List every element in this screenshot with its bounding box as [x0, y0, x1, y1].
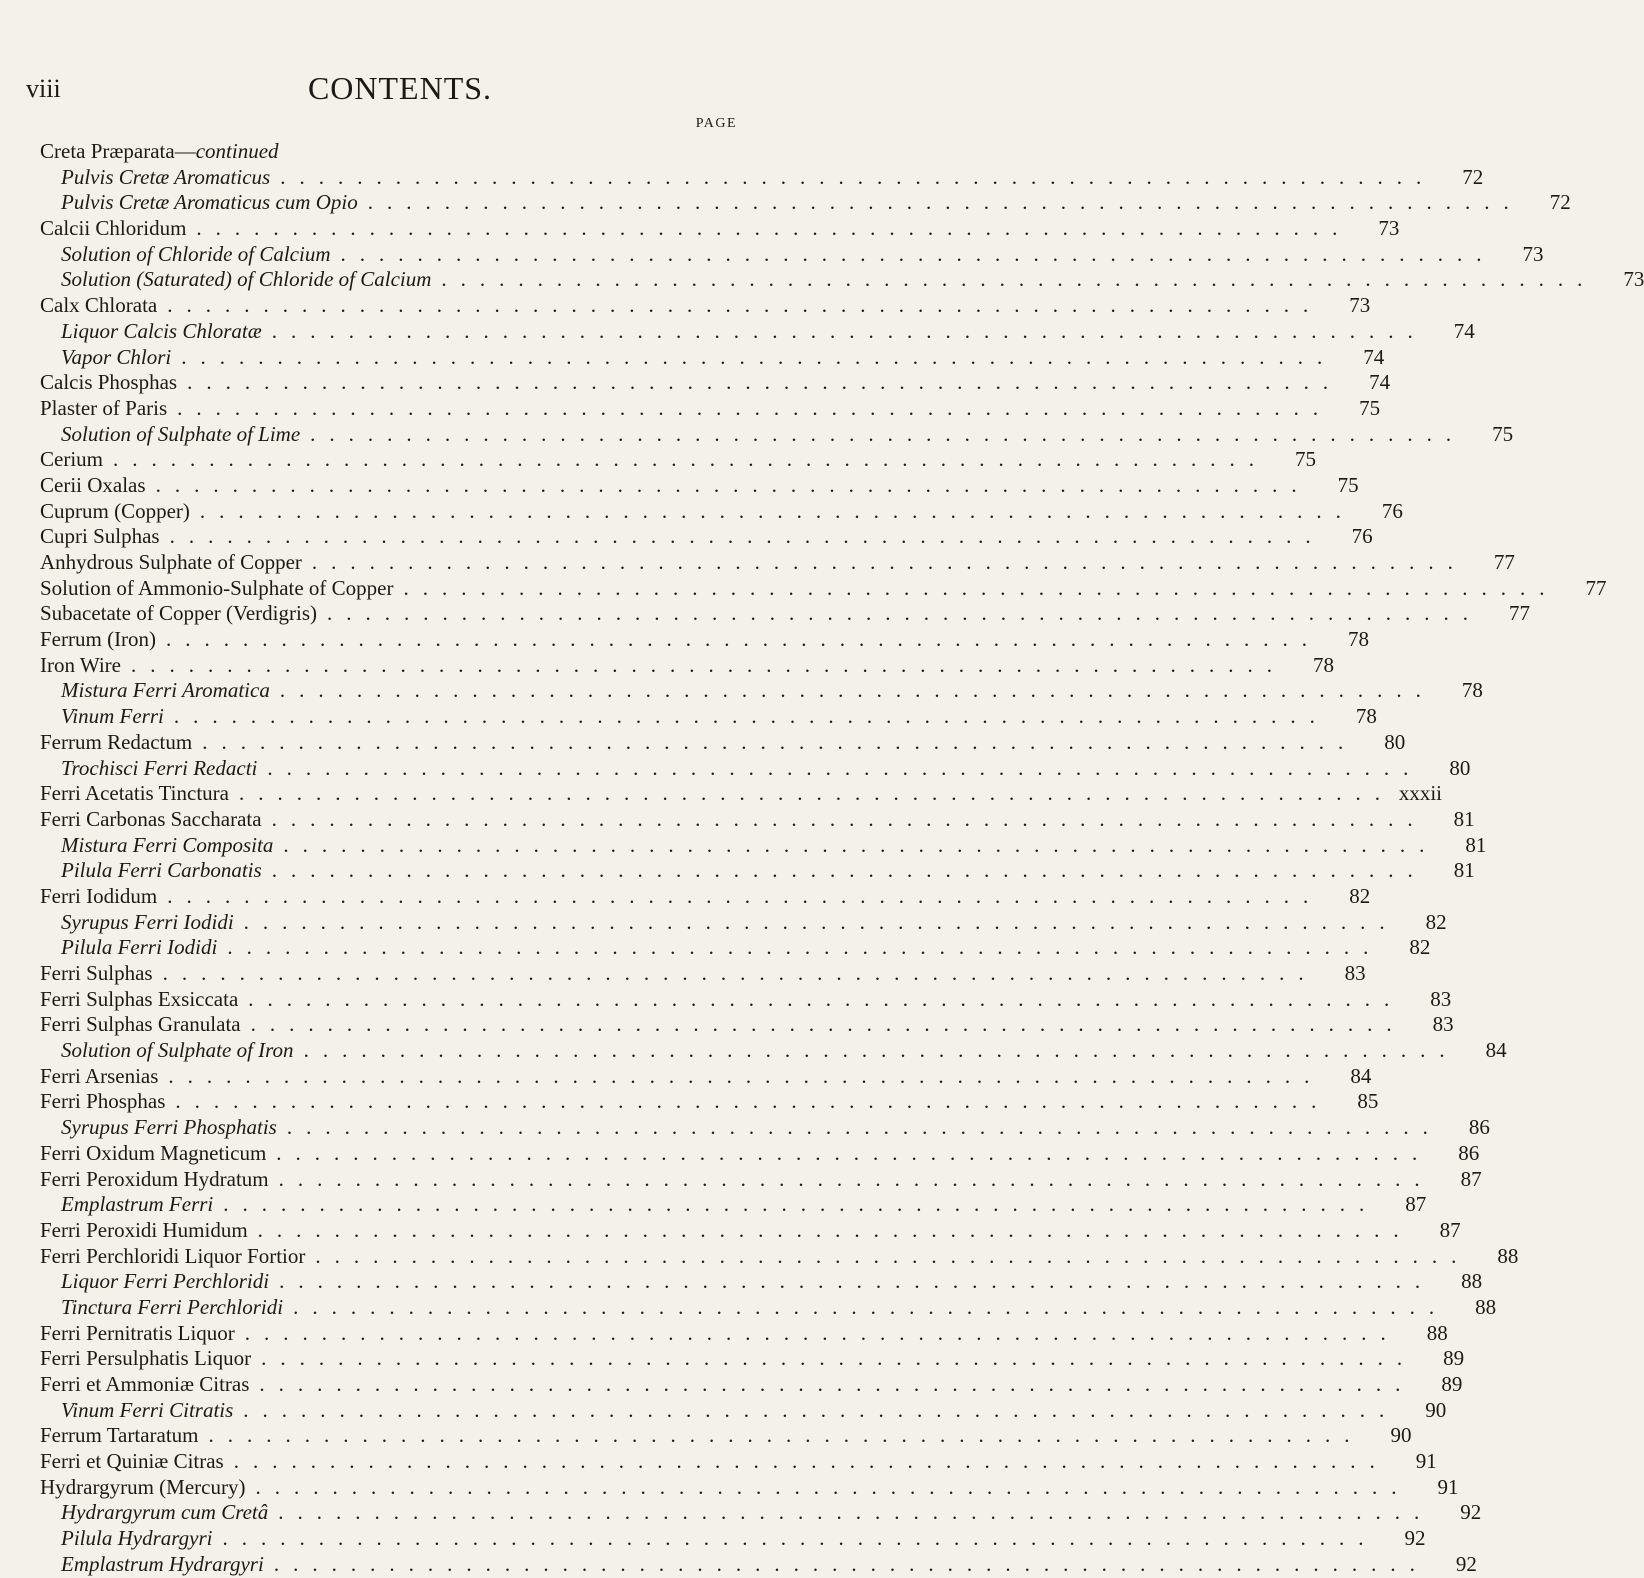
entry-title: Ferri Sulphas — [40, 961, 153, 985]
toc-entry — [40, 729, 1406, 756]
entry-title: Pilula Hydrargyri — [61, 1526, 213, 1551]
toc-entry — [40, 1346, 1465, 1372]
leader-dots: ............................................................ — [276, 1140, 1432, 1165]
toc-entry — [40, 216, 1400, 242]
entry-title: Emplastrum Ferri — [61, 1192, 214, 1217]
running-head: CONTENTS. — [307, 70, 493, 106]
entry-title: Calx Chlorata — [40, 293, 158, 318]
leader-dots: ............................................................ — [181, 344, 1337, 369]
toc-entry — [40, 961, 1366, 987]
entry-page-number: 75 — [1337, 472, 1359, 497]
entry-title: Ferri Perchloridi Liquor Fortior — [40, 1243, 306, 1268]
entry-page-number: 77 — [1509, 601, 1530, 626]
entry-page-number: 78 — [1461, 678, 1483, 703]
entry-title: Solution (Saturated) of Chloride of Calcium — [61, 267, 432, 292]
page-folio: viii — [26, 74, 61, 103]
toc-entry — [40, 318, 1475, 345]
leader-dots: ............................................................ — [259, 1372, 1415, 1396]
entry-title: Ferri Oxidum Magneticum — [40, 1140, 267, 1165]
entry-page-number: 88 — [1497, 1243, 1519, 1268]
entry-title: Ferri et Quiniæ Citras — [40, 1449, 224, 1474]
entry-page-number: 84 — [1485, 1038, 1507, 1063]
toc-entry — [40, 601, 1530, 627]
toc-entry — [40, 550, 1515, 576]
leader-dots: ............................................................ — [310, 421, 1466, 446]
toc-entry — [40, 1526, 1426, 1552]
leader-dots: ............................................................ — [257, 1217, 1413, 1242]
toc-entry — [40, 1012, 1454, 1038]
leader-dots: ............................................................ — [327, 601, 1482, 626]
toc-entry — [40, 344, 1385, 371]
toc-entry — [40, 858, 1475, 884]
entry-title: Anhydrous Sulphate of Copper — [40, 550, 302, 574]
entry-page-number: 75 — [1295, 447, 1316, 472]
entry-title: Cerii Oxalas — [40, 472, 146, 497]
leader-dots: ............................................................ — [199, 498, 1355, 523]
entry-title: Mistura Ferri Composita — [61, 832, 274, 857]
leader-dots: ............................................................ — [367, 190, 1523, 215]
leader-dots: ............................................................ — [202, 729, 1358, 754]
entry-title: Ferrum (Iron) — [40, 627, 157, 652]
leader-dots: ............................................................ — [167, 293, 1323, 318]
toc-entry — [40, 524, 1373, 550]
page-column-label: PAGE — [695, 116, 737, 131]
leader-dots: ............................................................ — [243, 1397, 1399, 1422]
leader-dots: ............................................................ — [293, 1294, 1449, 1319]
toc-entry — [40, 370, 1391, 396]
entry-page-number: 85 — [1357, 1089, 1379, 1114]
leader-dots: ............................................................ — [279, 1269, 1435, 1294]
entry-page-number: 73 — [1378, 216, 1400, 241]
toc-entry — [40, 1423, 1412, 1449]
toc-entry — [40, 1320, 1448, 1347]
entry-page-number: 90 — [1425, 1397, 1447, 1422]
entry-title: Cuprum (Copper) — [40, 498, 190, 523]
leader-dots: ............................................................ — [278, 1166, 1434, 1191]
leader-dots: ............................................................ — [340, 241, 1496, 266]
leader-dots: ............................................................ — [271, 318, 1427, 343]
entry-title: Calcis Phosphas — [40, 370, 178, 395]
leader-dots: ............................................................ — [155, 472, 1311, 497]
toc-entry — [40, 627, 1370, 653]
leader-dots: ............................................................ — [223, 1192, 1379, 1217]
entry-title: Ferri Peroxidi Humidum — [40, 1217, 248, 1242]
entry-page-number: 77 — [1585, 575, 1607, 600]
toc-entry — [40, 164, 1484, 191]
toc-entry — [40, 1397, 1447, 1424]
toc-entry — [40, 704, 1377, 730]
entry-page-number: 73 — [1623, 267, 1644, 292]
section-heading-main: Creta Præparata— — [40, 139, 196, 163]
leader-dots: ............................................................ — [283, 832, 1439, 857]
leader-dots: ............................................................ — [303, 1038, 1459, 1063]
leader-dots: ............................................................ — [173, 704, 1329, 729]
toc-entry — [40, 1140, 1480, 1167]
toc-entry — [40, 1294, 1497, 1321]
toc-entry — [40, 1166, 1482, 1193]
toc-entry — [40, 421, 1514, 448]
entry-page-number: 72 — [1549, 190, 1571, 215]
entry-title: Solution of Ammonio-Sulphate of Copper — [40, 575, 394, 600]
entry-title: Pulvis Cretæ Aromaticus — [61, 164, 271, 189]
leader-dots: ............................................................ — [196, 216, 1352, 241]
entry-title: Hydrargyrum (Mercury) — [40, 1474, 246, 1499]
leader-dots: ............................................................ — [278, 1500, 1434, 1525]
entry-page-number: 88 — [1426, 1320, 1448, 1345]
leader-dots: ............................................................ — [271, 806, 1427, 831]
entry-page-number: 74 — [1369, 370, 1391, 395]
entry-title: Calcii Chloridum — [40, 216, 187, 241]
toc-entry — [40, 883, 1371, 910]
entry-title: Liquor Ferri Perchloridi — [61, 1269, 270, 1294]
leader-dots: ............................................................ — [248, 986, 1404, 1011]
toc-entry — [40, 1551, 1477, 1578]
entry-page-number: 84 — [1350, 1063, 1372, 1088]
entry-page-number: 76 — [1351, 524, 1373, 549]
leader-dots: ............................................................ — [167, 883, 1323, 908]
toc-entry — [40, 267, 1644, 293]
entry-page-number: 90 — [1390, 1423, 1412, 1448]
entry-title: Ferri Iodidum — [40, 883, 158, 908]
leader-dots: ............................................................ — [286, 1115, 1442, 1140]
toc-entry — [40, 652, 1334, 679]
entry-page-number: 75 — [1359, 395, 1381, 420]
leader-dots: ............................................................ — [250, 1012, 1406, 1037]
entry-title: Ferri Sulphas Granulata — [40, 1012, 241, 1037]
entry-page-number: 83 — [1432, 1012, 1454, 1037]
leader-dots: ............................................................ — [261, 1346, 1417, 1371]
section-heading-continued: continued — [195, 139, 279, 163]
entry-title: Ferri Sulphas Exsiccata — [40, 986, 239, 1011]
entry-title: Ferri Pernitratis Liquor — [40, 1320, 235, 1345]
entry-title: Syrupus Ferri Iodidi — [61, 909, 234, 934]
entry-page-number: 86 — [1468, 1115, 1490, 1140]
leader-dots: ............................................................ — [131, 652, 1286, 677]
entry-page-number: 75 — [1492, 421, 1514, 446]
entry-page-number: 89 — [1443, 1346, 1465, 1371]
entry-page-number: 73 — [1522, 241, 1544, 266]
entry-title: Plaster of Paris — [40, 395, 168, 420]
entry-page-number: 86 — [1458, 1140, 1480, 1165]
entry-page-number: 76 — [1381, 498, 1403, 523]
entry-title: Liquor Calcis Chloratæ — [61, 318, 262, 343]
entry-title: Ferrum Redactum — [40, 729, 193, 754]
leader-dots: ............................................................ — [273, 1551, 1429, 1576]
entry-page-number: 81 — [1453, 858, 1475, 883]
toc-entry — [40, 293, 1371, 319]
entry-page-number: 83 — [1344, 961, 1366, 985]
entry-title: Vinum Ferri Citratis — [61, 1397, 234, 1422]
toc-entry — [40, 1063, 1372, 1090]
leader-dots: ............................................................ — [243, 909, 1399, 934]
leader-dots: ............................................................ — [238, 781, 1394, 806]
leader-dots: ............................................................ — [169, 524, 1325, 549]
entry-title: Solution of Sulphate of Lime — [61, 421, 301, 446]
entry-title: Ferri Phosphas — [40, 1089, 166, 1114]
toc-entry — [40, 1500, 1482, 1526]
toc-entry — [40, 755, 1471, 782]
toc-entry — [40, 781, 1442, 807]
entry-title: Ferri et Ammoniæ Citras — [40, 1372, 250, 1396]
leader-dots: ............................................................ — [271, 858, 1427, 883]
entry-title: Pulvis Cretæ Aromaticus cum Opio — [61, 190, 358, 215]
entry-title: Syrupus Ferri Phosphatis — [61, 1115, 277, 1140]
toc-entry — [40, 1243, 1519, 1270]
entry-page-number: 87 — [1460, 1166, 1482, 1191]
leader-dots: ............................................................ — [403, 575, 1559, 600]
entry-page-number: 81 — [1453, 806, 1475, 831]
entry-title: Ferri Acetatis Tinctura — [40, 781, 229, 806]
toc-entry — [40, 832, 1487, 859]
entry-page-number: 82 — [1409, 935, 1431, 960]
toc-entry — [40, 986, 1452, 1013]
leader-dots: ............................................................ — [166, 627, 1322, 652]
toc-entry — [40, 1038, 1507, 1064]
toc-entry — [40, 909, 1447, 936]
entry-title: Pilula Ferri Carbonatis — [61, 858, 262, 883]
entry-page-number: 92 — [1460, 1500, 1482, 1525]
leader-dots: ............................................................ — [177, 395, 1333, 420]
entry-title: Pilula Ferri Iodidi — [61, 935, 218, 960]
entry-page-number: 80 — [1449, 755, 1471, 780]
entry-title: Cupri Sulphas — [40, 524, 160, 549]
leader-dots: ............................................................ — [244, 1320, 1400, 1345]
leader-dots: ............................................................ — [311, 550, 1467, 574]
toc-entry — [40, 241, 1544, 268]
entry-page-number: 74 — [1363, 344, 1385, 369]
toc-entry — [40, 1372, 1463, 1398]
entry-title: Vapor Chlori — [61, 344, 172, 369]
leader-dots: ............................................................ — [280, 164, 1436, 189]
toc-entry — [40, 1192, 1427, 1218]
leader-dots: ............................................................ — [279, 678, 1435, 703]
entry-title: Solution of Sulphate of Iron — [61, 1038, 294, 1063]
entry-page-number: xxxii — [1398, 781, 1442, 806]
entry-title: Ferri Carbonas Saccharata — [40, 806, 262, 831]
toc-entry — [40, 472, 1359, 499]
entry-page-number: 87 — [1405, 1192, 1427, 1217]
entry-page-number: 73 — [1349, 293, 1371, 318]
entry-title: Mistura Ferri Aromatica — [61, 678, 270, 703]
toc-entry — [40, 575, 1607, 602]
entry-page-number: 78 — [1355, 704, 1377, 729]
entry-title: Solution of Chloride of Calcium — [61, 241, 331, 266]
entry-title: Ferri Persulphatis Liquor — [40, 1346, 252, 1371]
entry-title: Ferri Arsenias — [40, 1063, 159, 1088]
entry-title: Tinctura Ferri Perchloridi — [61, 1294, 284, 1319]
contents-list — [40, 139, 1644, 1578]
toc-entry — [40, 395, 1381, 422]
entry-page-number: 91 — [1415, 1449, 1437, 1474]
leader-dots: ............................................................ — [208, 1423, 1364, 1448]
entry-page-number: 82 — [1349, 883, 1371, 908]
entry-page-number: 88 — [1461, 1269, 1483, 1294]
leader-dots: ............................................................ — [113, 447, 1268, 472]
leader-dots: ............................................................ — [267, 755, 1423, 780]
entry-title: Cerium — [40, 447, 103, 472]
leader-dots: ............................................................ — [187, 370, 1343, 395]
section-heading — [40, 139, 746, 165]
leader-dots: ............................................................ — [441, 267, 1597, 292]
toc-entry — [40, 1449, 1437, 1475]
entry-page-number: 82 — [1425, 909, 1447, 934]
toc-entry — [40, 935, 1431, 961]
entry-page-number: 92 — [1404, 1526, 1426, 1551]
toc-entry — [40, 1269, 1483, 1295]
entry-title: Trochisci Ferri Redacti — [61, 755, 258, 780]
leader-dots: ............................................................ — [222, 1526, 1378, 1551]
toc-entry — [40, 447, 1316, 473]
entry-page-number: 78 — [1348, 627, 1370, 652]
entry-page-number: 83 — [1430, 986, 1452, 1011]
entry-page-number: 77 — [1493, 550, 1515, 574]
entry-title: Ferrum Tartaratum — [40, 1423, 199, 1448]
entry-title: Subacetate of Copper (Verdigris) — [40, 601, 317, 626]
leader-dots: ............................................................ — [175, 1089, 1331, 1114]
entry-page-number: 74 — [1453, 318, 1475, 343]
entry-page-number: 88 — [1475, 1294, 1497, 1319]
entry-page-number: 81 — [1465, 832, 1487, 857]
leader-dots: ............................................................ — [255, 1474, 1411, 1499]
toc-entry — [40, 1115, 1490, 1141]
leader-dots: ............................................................ — [227, 935, 1383, 960]
toc-entry — [40, 806, 1475, 833]
entry-page-number: 72 — [1462, 164, 1484, 189]
entry-title: Vinum Ferri — [61, 704, 164, 729]
toc-entry — [40, 190, 1571, 216]
entry-page-number: 92 — [1455, 1551, 1477, 1576]
leader-dots: ............................................................ — [168, 1063, 1324, 1088]
entry-page-number: 89 — [1441, 1372, 1463, 1396]
leader-dots: ............................................................ — [233, 1449, 1389, 1474]
leader-dots: ............................................................ — [315, 1243, 1471, 1268]
toc-entry — [40, 1474, 1459, 1501]
entry-title: Emplastrum Hydrargyri — [61, 1551, 264, 1576]
entry-title: Hydrargyrum cum Cretâ — [61, 1500, 269, 1525]
leader-dots: ............................................................ — [162, 961, 1318, 985]
entry-page-number: 91 — [1437, 1474, 1459, 1499]
entry-page-number: 80 — [1384, 729, 1406, 754]
toc-entry — [40, 498, 1403, 525]
entry-page-number: 87 — [1439, 1217, 1461, 1242]
toc-entry — [40, 1089, 1379, 1115]
entry-title: Iron Wire — [40, 652, 121, 677]
entry-title: Ferri Peroxidum Hydratum — [40, 1166, 269, 1191]
toc-entry — [40, 1217, 1461, 1244]
toc-entry — [40, 678, 1483, 704]
entry-page-number: 78 — [1313, 652, 1334, 677]
